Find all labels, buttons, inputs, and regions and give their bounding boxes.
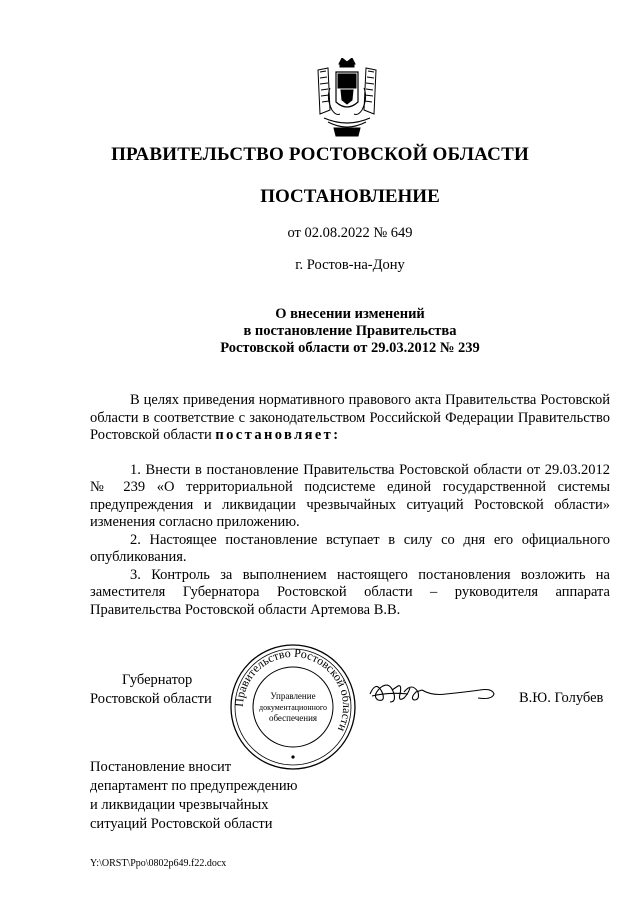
stamp-center-line: документационного xyxy=(259,703,327,712)
preamble-text: В целях приведения нормативного правового акта Правительства Ростовской области в соответствие с законодательством Российской Федерации Правительство Ростовской области xyxy=(90,392,610,443)
subject-line: Ростовской области от 29.03.2012 № 239 xyxy=(220,340,480,356)
stamp-ring-text: Правительство Ростовской области xyxy=(231,645,355,734)
decree-item-3: 3. Контроль за выполнением настоящего постановления возложить на заместителя Губернатора Ростовской области – руководителя аппарата Правительства Ростовской области Артемова В.В. xyxy=(90,566,610,618)
document-type: ПОСТАНОВЛЕНИЕ xyxy=(260,186,440,207)
document-body xyxy=(90,392,610,619)
decree-item-2: 2. Настоящее постановление вступает в силу со дня его официального опубликования. xyxy=(90,531,610,565)
handwritten-signature-icon xyxy=(368,672,498,712)
official-seal-icon xyxy=(228,642,358,772)
position-line: Ростовской области xyxy=(90,691,212,707)
government-title: ПРАВИТЕЛЬСТВО РОСТОВСКОЙ ОБЛАСТИ xyxy=(111,144,529,165)
submitter-block xyxy=(90,758,298,834)
footer-file-path: Y:\ORST\Ppo\0802p649.f22.docx xyxy=(90,858,227,869)
submitter-line: ситуаций Ростовской области xyxy=(90,816,273,832)
signatory-name: В.Ю. Голубев xyxy=(519,690,604,706)
document-city: г. Ростов-на-Дону xyxy=(295,257,405,273)
document-date-number: от 02.08.2022 № 649 xyxy=(287,225,413,241)
coat-of-arms-icon xyxy=(314,58,380,138)
document-subject xyxy=(0,306,640,357)
submitter-line: и ликвидации чрезвычайных xyxy=(90,797,269,813)
stamp-center-line: Управление xyxy=(270,691,316,701)
subject-line: в постановление Правительства xyxy=(243,323,457,339)
preamble-paragraph xyxy=(90,392,610,445)
submitter-line: департамент по предупреждению xyxy=(90,778,298,794)
decrees-word: постановляет: xyxy=(215,427,341,443)
subject-line: О внесении изменений xyxy=(275,306,425,322)
signatory-position xyxy=(90,671,212,709)
decree-item-1: 1. Внести в постановление Правительства Ростовской области от 29.03.2012 № 239 «О территориальной подсистеме единой государственной системы предупреждения и ликвидации чрезвычайных ситуаций Ростовской области» изменения согласно приложению. xyxy=(90,461,610,530)
position-line: Губернатор xyxy=(122,672,193,688)
stamp-center-line: обеспечения xyxy=(268,713,318,723)
submitter-line: Постановление вносит xyxy=(90,759,232,775)
